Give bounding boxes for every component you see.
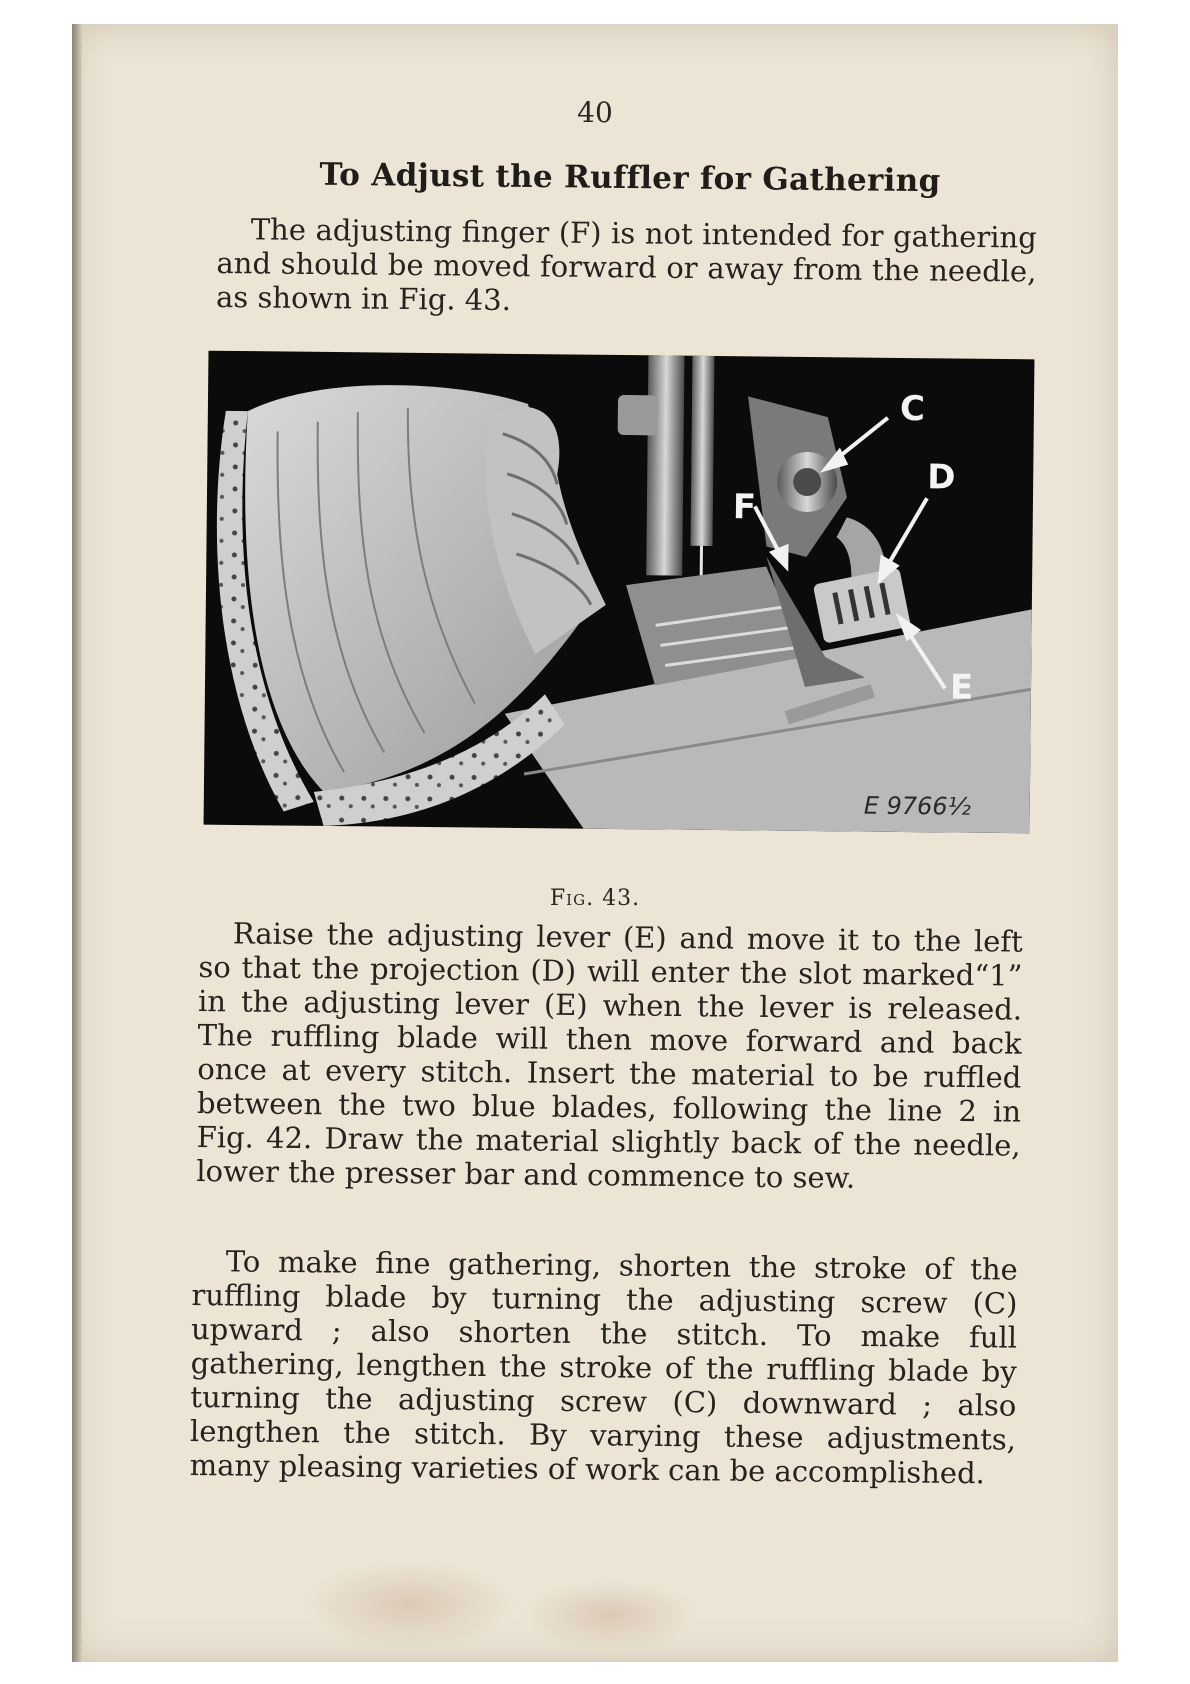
adjusting-lever [813, 567, 911, 643]
page-edge [72, 24, 82, 1662]
label-c: C [899, 388, 926, 430]
ruffler-illustration [204, 351, 1035, 834]
page-number: 40 [577, 96, 613, 129]
paragraph-1 [216, 212, 1037, 323]
paragraph-2-text: Raise the adjusting lever (E) and move it to the left so that the projection (D) will enter the slot marked“1” in the adjusting lever (E) when the lever is released. The ruffling blade will then move forward and back once at every stitch. Insert the material to be ruffled between the two blue blades, following the line 2 in Fig. 42. Draw the material slightly back of the needle, lower the presser bar and commence to sew. [196, 916, 1023, 1195]
paragraph-3-text: To make fine gathering, shorten the stroke of the ruffling blade by turning the adjusting screw (C) upward ; also shorten the stitch. To make full gathering, lengthen the stroke of the ruffling blade by turning the adjusting screw (C) downward ; also lengthen the stitch. By varying these adjustments, many pleasing varieties of work can be accomplished. [189, 1244, 1018, 1491]
section-heading: To Adjust the Ruffler for Gathering [319, 156, 941, 200]
figure-code: E 9766½ [863, 791, 972, 821]
paragraph-1-text: The adjusting finger (F) is not intended for gathering and should be moved forward or away from the needle, as shown in Fig. 43. [215, 212, 1037, 318]
presser-bar [646, 355, 684, 575]
figure-43-photo [204, 351, 1035, 834]
needle-bar [690, 356, 714, 546]
page-stain [300, 1560, 520, 1650]
figure-caption: Fig. 43. [549, 886, 641, 911]
label-f: F [732, 487, 757, 528]
label-e: E [949, 667, 974, 708]
paragraph-2 [196, 916, 1023, 1197]
paragraph-3 [190, 1244, 1018, 1491]
label-d: D [927, 457, 956, 498]
page-stain [520, 1580, 700, 1650]
